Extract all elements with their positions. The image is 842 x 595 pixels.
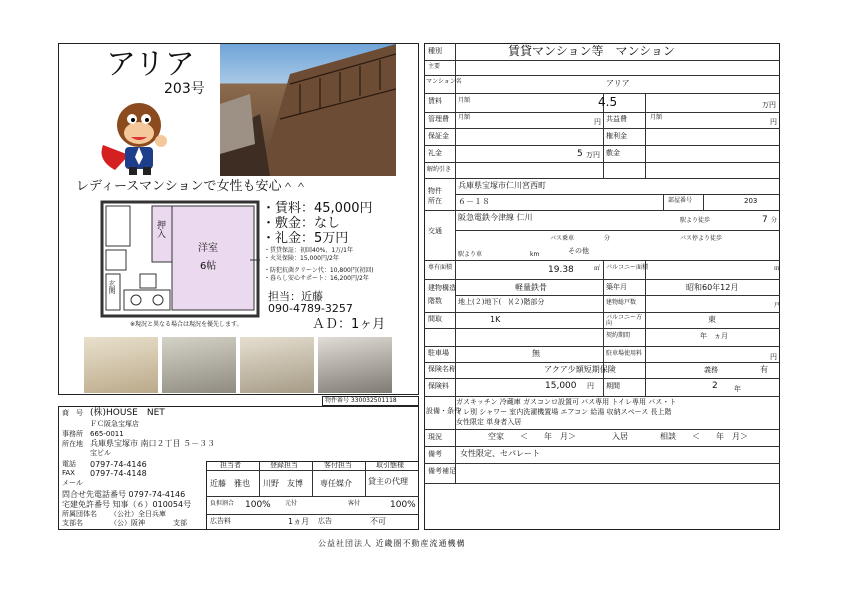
agent-branch: ＦＣ阪急宝塚店 — [90, 420, 139, 428]
common-label: 共益費 — [606, 115, 627, 123]
staff-name-2: 川野 友博 — [263, 479, 303, 488]
notes-value: 女性限定、セパレート — [460, 449, 540, 458]
area-label: 専有面積 — [428, 264, 453, 271]
agent-fax-label: FAX — [62, 469, 75, 477]
rent-line: ・賃料：45,000円 — [262, 201, 373, 216]
property-type: 賃貸マンション等 マンション — [508, 44, 675, 58]
notes-supplement-label: 備考補足 — [428, 467, 456, 475]
interior-photo-4 — [318, 337, 392, 393]
direction-label: バルコニー方向 — [606, 314, 643, 327]
bus-ride: バス乗車 — [550, 235, 575, 242]
move-in-value: 相談 ＜ 年 月＞ — [660, 432, 748, 441]
km-unit: km — [530, 251, 540, 258]
traffic-label: 交通 — [428, 227, 442, 235]
keymoney-line: ・礼金：5万円 — [262, 231, 349, 246]
type-label: 種別 — [428, 47, 442, 55]
fee-cleaning: ・防犯抗菌クリーン代：10,800円(初回) — [264, 267, 374, 274]
share-value-1: 100% — [245, 500, 271, 510]
agent-company-label: 商 号 — [62, 409, 83, 417]
reference-number: 物件番号 330032501118 — [325, 397, 397, 404]
plan-note: ※現況と異なる場合は現況を優先します。 — [130, 321, 243, 328]
agent-branch2-label: 支部名 — [62, 519, 83, 527]
parking-label: 駐車場 — [428, 349, 449, 357]
mandatory-label: 義務 — [704, 366, 718, 374]
balcony-unit: ㎡ — [774, 265, 781, 272]
other-label: その他 — [568, 247, 589, 255]
fee-fire-insurance: ・火災保険：15,000円/2年 — [264, 255, 339, 262]
premium-value: 15,000 — [545, 381, 577, 391]
built-value: 昭和60年12月 — [686, 283, 739, 292]
walk-unit: 分 — [771, 217, 778, 224]
equipment-line-3: 女性限定 単身者入居 — [456, 418, 522, 426]
location-address: 兵庫県宝塚市仁川宮西町 — [458, 181, 546, 190]
agent-fax: 0797-74-4148 — [90, 469, 147, 478]
premium-label: 保険料 — [428, 382, 449, 390]
management-yen: 円 — [594, 118, 601, 126]
term-value: 2 — [712, 381, 718, 391]
reikin-value: 5 — [577, 149, 583, 159]
equipment-label: 設備・条件 — [426, 407, 461, 415]
equipment-line-1: ガスキッチン 冷蔵庫 ガスコンロ設置可 バス専用 トイレ専用 バス・ト — [456, 398, 677, 406]
reikin-label: 礼金 — [428, 149, 442, 157]
insurance-value: アクア少額短期保険 — [544, 365, 616, 374]
structure-label: 建物構造 — [428, 284, 456, 292]
walk-label: 駅より徒歩 — [680, 217, 711, 224]
staff-header-1: 担当者 — [220, 461, 241, 469]
built-label: 築年月 — [606, 283, 627, 291]
traffic-line: 阪急電鉄今津線 仁川 — [458, 213, 533, 222]
guarantee-label: 保証金 — [428, 132, 449, 140]
plan-room-size: 6帖 — [200, 261, 217, 272]
area-unit: ㎡ — [594, 265, 601, 272]
contact-person: 担当：近藤 — [268, 290, 323, 303]
common-yen: 円 — [770, 118, 777, 126]
mansion-name: アリア — [606, 79, 630, 88]
parking-fee-label: 駐車場使用料 — [606, 350, 643, 357]
agent-address-1: 兵庫県宝塚市 南口２丁目 ５－３３ — [90, 439, 216, 448]
share-client-label: 客付 — [348, 500, 361, 507]
staff-name-4: 貸主の代理 — [368, 477, 408, 486]
ad-fee-label: 広告料 — [210, 517, 231, 525]
mandatory-value: 有 — [760, 365, 768, 374]
fee-support: ・暮らし安心サポート：16,200円/2年 — [264, 275, 369, 282]
staff-name-1: 近藤 雅也 — [210, 479, 250, 488]
parking-fee-yen: 円 — [770, 353, 777, 361]
staff-header-3: 客付担当 — [324, 461, 352, 469]
term-unit: 年 — [734, 385, 741, 393]
footer-organization: 公益社団法人 近畿圏不動産流通機構 — [318, 539, 466, 548]
key-money-label: 権利金 — [606, 132, 627, 140]
agent-license: 宅建免許番号 知事（６）010054号 — [62, 500, 192, 509]
bus-min: 分 — [604, 235, 611, 242]
plan-closet-label: 押入 — [155, 220, 165, 238]
interior-photo-3 — [240, 337, 314, 393]
layout-value: 1K — [490, 315, 501, 324]
plan-entry-label: 玄関 — [108, 280, 116, 294]
structure-value: 軽量鉄骨 — [515, 283, 547, 292]
agent-address-label: 所在地 — [62, 440, 83, 448]
common-monthly: 月額 — [650, 114, 663, 121]
contract-label: 契約期間 — [606, 332, 631, 339]
staff-header-4: 取引態様 — [376, 461, 404, 469]
amortize-label: 解約引き — [427, 166, 452, 173]
staff-name-3: 専任媒介 — [320, 479, 352, 488]
floor-label: 階数 — [428, 297, 442, 305]
deposit-line: ・敷金：なし — [262, 216, 341, 231]
agent-branch2: （公）阪神 支部 — [110, 519, 187, 527]
fee-guarantee: ・賃貸保証：初回40%、1万/1年 — [264, 247, 353, 254]
ad-value: 不可 — [370, 517, 386, 526]
contact-phone: 090-4789-3257 — [268, 302, 353, 315]
ad-label: 広告 — [318, 517, 332, 525]
agent-tel-label: 電話 — [62, 460, 76, 468]
rent-value: 4.5 — [598, 95, 618, 109]
management-monthly: 月額 — [458, 114, 471, 121]
rent-unit: 万円 — [762, 101, 776, 109]
insurance-label: 保険名称 — [428, 365, 456, 373]
move-in-label: 入居 — [612, 432, 628, 441]
sub-label: 主要 — [428, 63, 441, 70]
agent-office-label: 事務所 — [62, 430, 83, 438]
rent-monthly: 月額 — [458, 97, 471, 104]
plan-room-label: 洋室 — [198, 243, 218, 254]
management-label: 管理費 — [428, 115, 449, 123]
notes-label: 備考 — [428, 450, 442, 458]
ad-fee: ＡＤ：1ヶ月 — [312, 317, 386, 332]
term-label: 期間 — [606, 382, 620, 390]
agent-tel: 0797-74-4146 — [90, 460, 147, 469]
agent-inquiry: 問合せ先電話番号 0797-74-4146 — [62, 490, 186, 499]
mascot-illustration — [95, 95, 175, 177]
mansion-label: マンション名 — [426, 78, 462, 85]
contract-value: 年 ヵ月 — [700, 332, 728, 340]
staff-header-2: 登録担当 — [270, 461, 298, 469]
share-label: 負担割合 — [210, 500, 235, 507]
status-value: 空家 ＜ 年 月＞ — [488, 432, 576, 441]
room-number-label: 部屋番号 — [668, 197, 693, 204]
equipment-line-2: イレ別 シャワー 室内洗濯機置場 エアコン 給湯 収納スペース 長上階 — [456, 408, 672, 416]
room-number: 203号 — [164, 81, 205, 97]
agent-address-2: 宝ビル — [90, 449, 111, 457]
catchphrase: レディースマンションで女性も安心＾＾ — [76, 179, 308, 194]
rent-label: 賃料 — [428, 97, 442, 105]
property-name: アリア — [106, 47, 195, 82]
building-photo — [220, 44, 396, 176]
share-value-2: 100% — [390, 500, 416, 510]
agent-company: (株)HOUSE NET — [90, 408, 165, 418]
total-units-label: 建物総戸数 — [606, 299, 637, 306]
room-number-value: 203 — [744, 197, 758, 205]
share-origin-label: 元付 — [285, 500, 298, 507]
reikin-unit: 万円 — [586, 151, 600, 159]
agent-org: （公社）全日兵庫 — [110, 510, 166, 518]
walk-value: 7 — [762, 215, 768, 225]
agent-zip: 665-0011 — [90, 430, 124, 438]
direction-value: 東 — [708, 315, 716, 324]
interior-photo-2 — [162, 337, 236, 393]
car-from-station: 駅より車 — [458, 251, 483, 258]
floor-plan — [100, 200, 260, 318]
status-label: 現況 — [428, 433, 442, 441]
bus-stop-walk: バス停より徒歩 — [680, 235, 723, 242]
balcony-label: バルコニー面積 — [606, 264, 649, 271]
interior-photo-1 — [84, 337, 158, 393]
location-label: 物件所在 — [428, 187, 442, 205]
total-units-unit: 戸 — [774, 302, 781, 309]
parking-value: 無 — [532, 349, 540, 358]
premium-unit: 円 — [587, 382, 594, 390]
layout-label: 間取 — [428, 315, 442, 323]
ad-fee-value: 1ヵ月 — [288, 517, 310, 526]
agent-mail-label: メール — [62, 479, 83, 487]
shikikin-label: 敷金 — [606, 149, 620, 157]
area-value: 19.38 — [548, 265, 574, 275]
location-address-2: ６－１８ — [458, 197, 490, 206]
agent-org-label: 所属団体名 — [62, 510, 97, 518]
floor-value: 地上(２)地下( )(２)階部分 — [458, 298, 545, 306]
